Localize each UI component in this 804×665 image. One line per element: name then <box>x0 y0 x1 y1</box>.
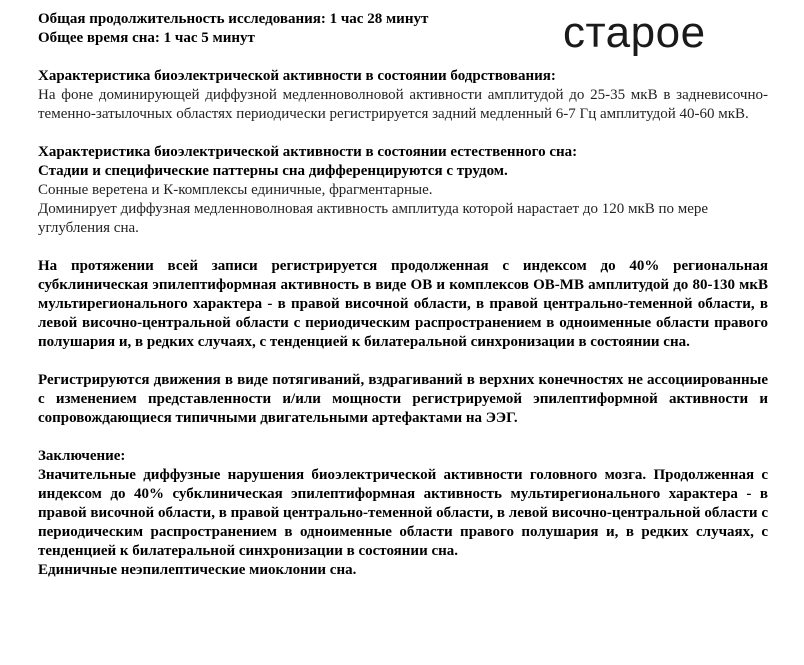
sleep-spindles: Сонные веретена и К-комплексы единичные, фрагментарные. <box>38 182 433 198</box>
sleep-stages: Стадии и специфические паттерны сна дифференцируются с трудом. <box>38 163 508 179</box>
wake-text: На фоне доминирующей диффузной медленноволновой активности амплитудой до 25-35 мкВ в задневисочно-теменно-затылочных областях периодически регистрируется задний медленный 6-7 Гц амплитудой 40-60 мкВ. <box>38 87 768 122</box>
movements-text: Регистрируются движения в виде потягиваний, вздрагиваний в верхних конечностях не ассоциированные с изменением представленности и/или мощности регистрируемой эпилептиформной активности и сопровождающиеся типичными двигательными артефактами на ЭЭГ. <box>38 372 768 426</box>
conclusion-text: Значительные диффузные нарушения биоэлектрической активности головного мозга. Продолженная с индексом до 40% субклиническая эпилептиформная активность мультирегионального характера - в правой височной области, в правой центрально-теменной области, в левой височно-центральной области с периодическим распространением в одноименные области правого полушария и, в редких случаях, с тенденцией к билатеральной синхронизации в состоянии сна. <box>38 467 768 559</box>
sleep-dominant: Доминирует диффузная медленноволновая активность амплитуда которой нарастает до 120 мкВ по мере углубления сна. <box>38 201 709 236</box>
eeg-report <box>38 10 768 580</box>
wake-heading: Характеристика биоэлектрической активности в состоянии бодрствования: <box>38 68 556 84</box>
old-stamp-label: старое <box>563 8 706 57</box>
sleep-time: Общее время сна: 1 час 5 минут <box>38 30 255 46</box>
study-duration: Общая продолжительность исследования: 1 час 28 минут <box>38 11 429 27</box>
conclusion-last: Единичные неэпилептические миоклонии сна. <box>38 562 357 578</box>
sleep-heading: Характеристика биоэлектрической активности в состоянии естественного сна: <box>38 144 578 160</box>
epileptiform-activity: На протяжении всей записи регистрируется продолженная с индексом до 40% региональная субклиническая эпилептиформная активность в виде ОВ и комплексов ОВ-МВ амплитудой до 80-130 мкВ мультирегионального характера - в правой височной области, в правой центрально-теменной области, в левой височно-центральной области с периодическим распространением в одноименные области правого полушария и, в редких случаях, с тенденцией к билатеральной синхронизации в состоянии сна. <box>38 258 768 350</box>
conclusion-heading: Заключение: <box>38 448 126 464</box>
